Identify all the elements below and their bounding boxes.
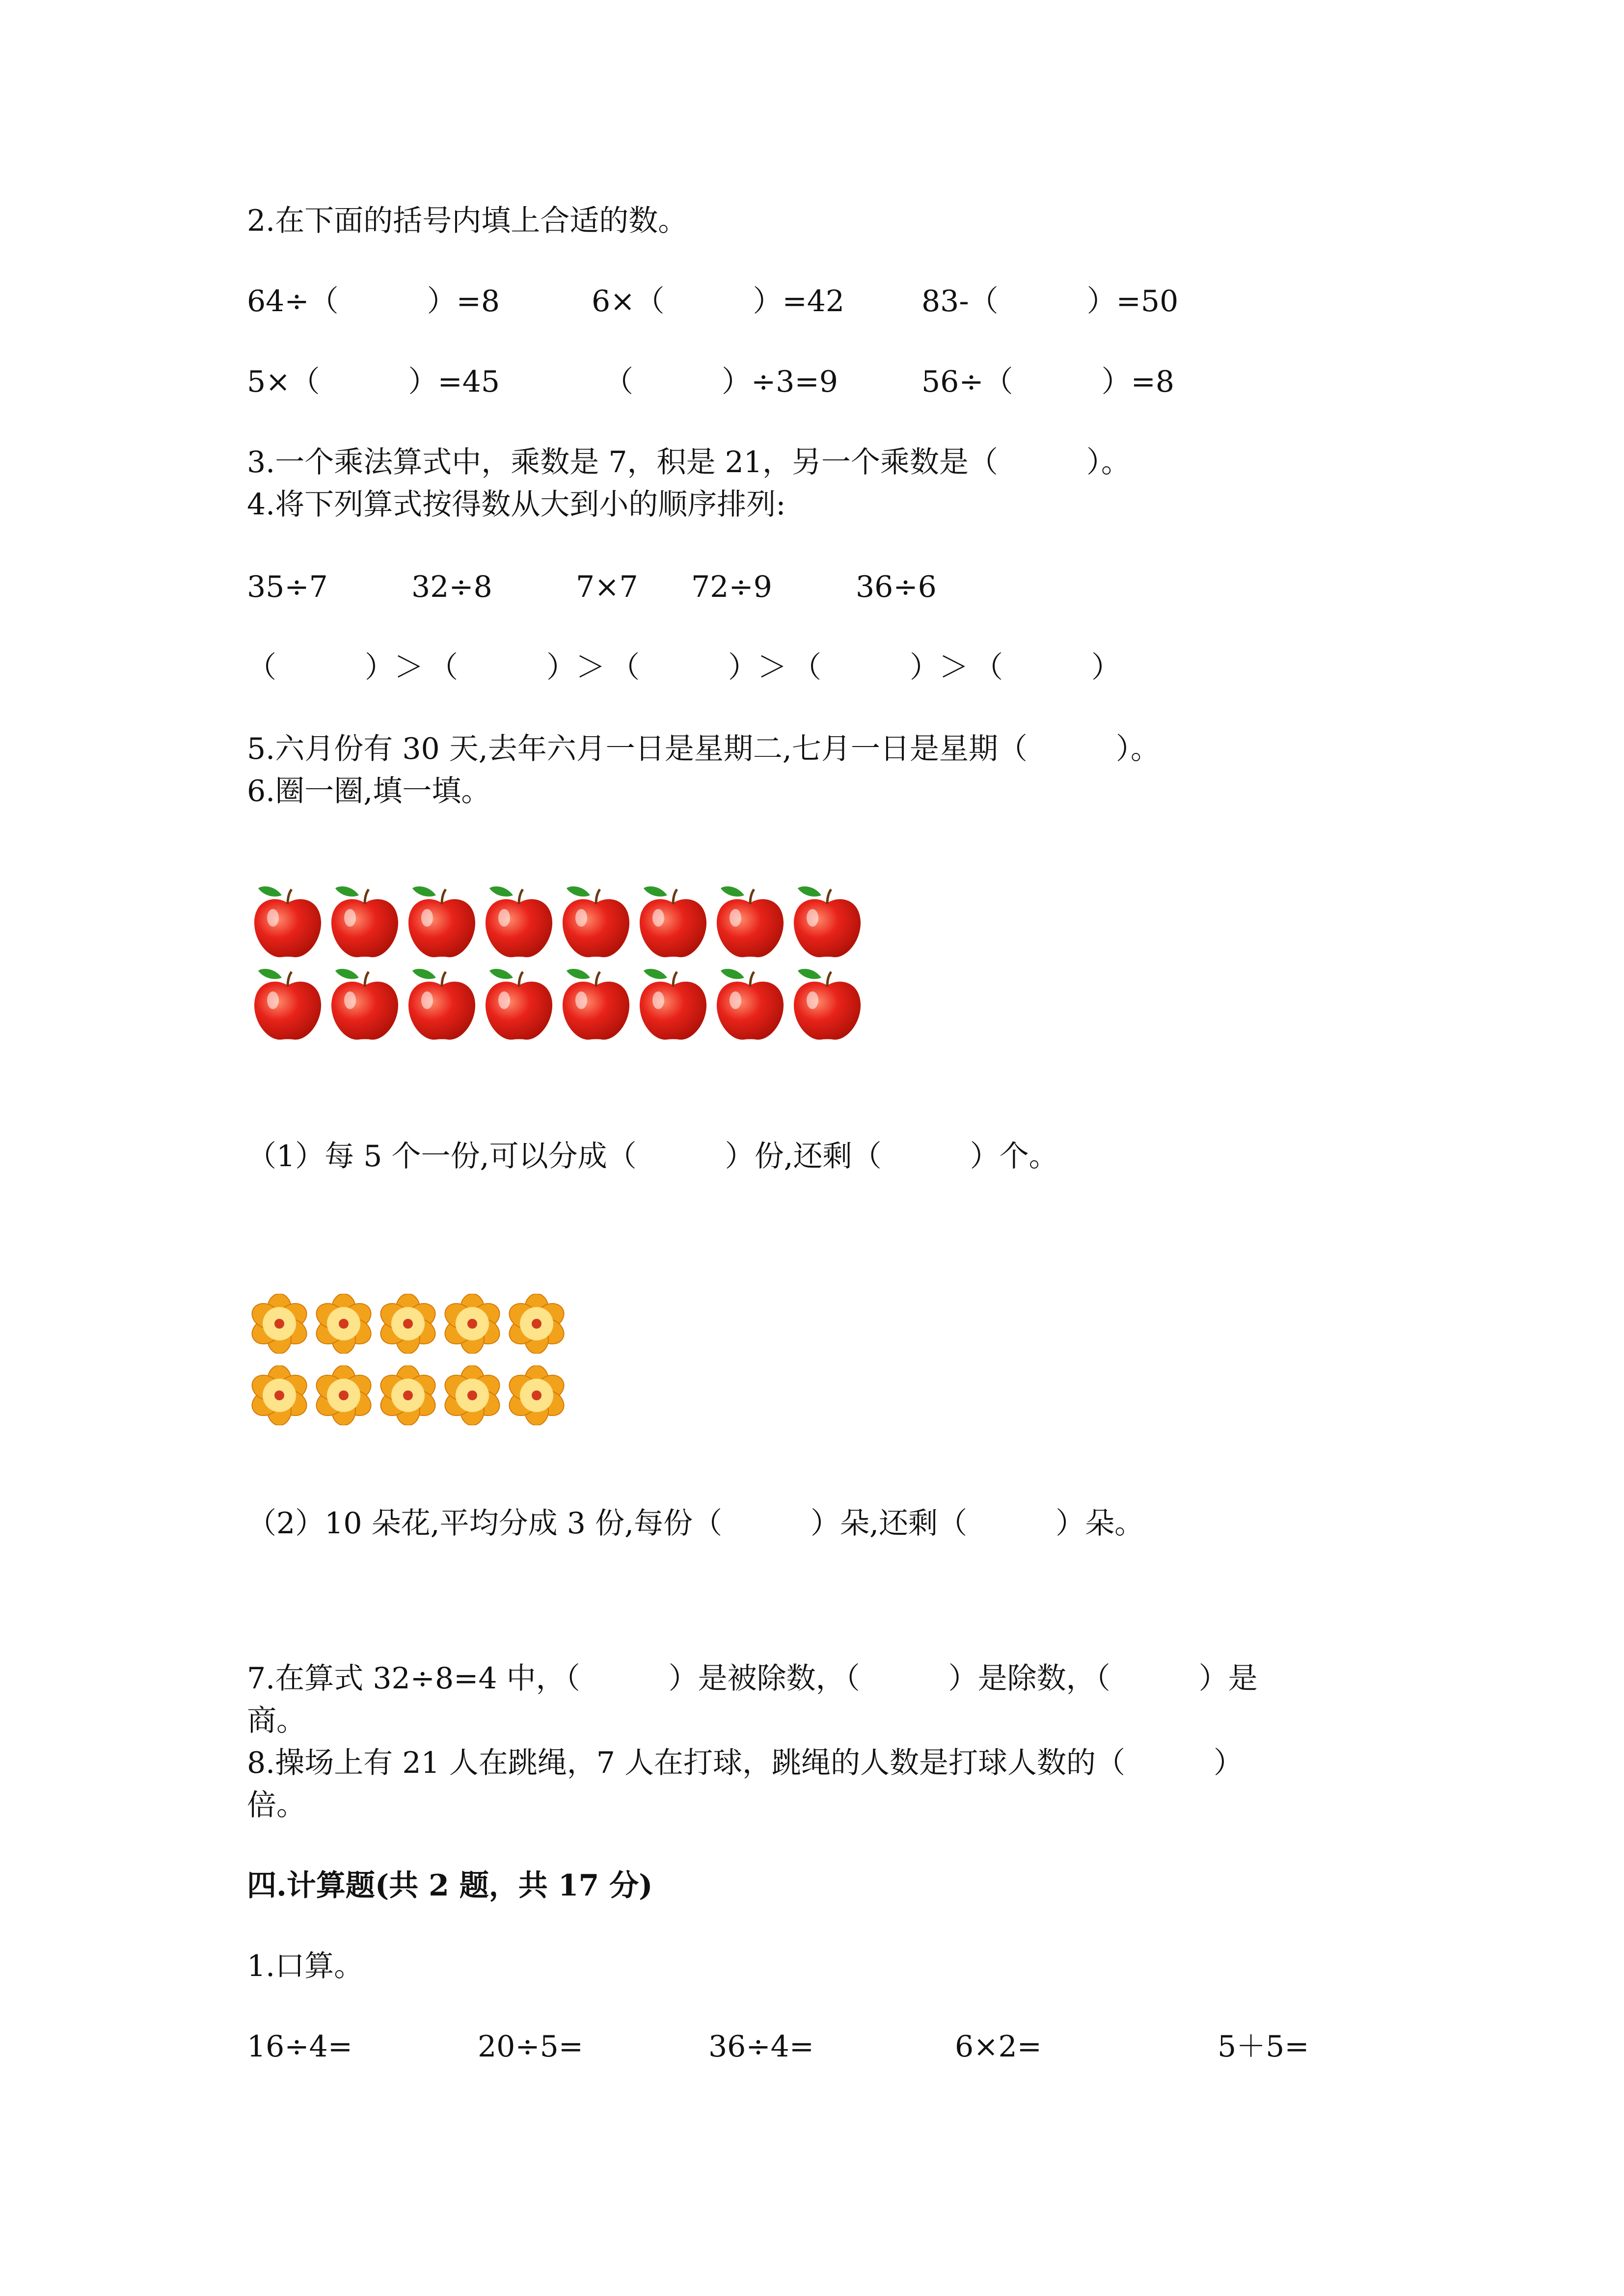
q3-text: 3.一个乘法算式中，乘数是 7，积是 21，另一个乘数是（ ）。	[247, 445, 1131, 480]
q4-blank-3: （ ）＞	[610, 650, 787, 685]
q5-text: 5.六月份有 30 天,去年六月一日是星期二,七月一日是星期（ ）。	[247, 732, 1160, 766]
flower-icon	[507, 1294, 567, 1354]
q4-blank-4: （ ）＞	[792, 650, 969, 685]
apple-icon	[249, 881, 326, 960]
q2-title: 2.在下面的括号内填上合适的数。	[247, 204, 688, 238]
apple-icon	[326, 881, 403, 960]
apple-icon	[712, 964, 788, 1042]
q6-part2-text: （2）10 朵花,平均分成 3 份,每份（ ）朵,还剩（ ）朵。	[247, 1506, 1144, 1541]
calc-item-5: 5＋5=	[1218, 2029, 1309, 2064]
q4-item-2: 32÷8	[411, 570, 492, 604]
apple-icon	[326, 964, 403, 1042]
q2-eq-4: 5×（ ）=45	[247, 365, 500, 399]
flower-icon	[314, 1294, 374, 1354]
calc-item-4: 6×2=	[955, 2029, 1042, 2064]
q4-item-3: 7×7	[576, 570, 638, 604]
calc-item-2: 20÷5=	[478, 2029, 584, 2064]
apple-icon	[558, 881, 634, 960]
flower-icon	[507, 1365, 567, 1425]
q4-item-1: 35÷7	[247, 570, 328, 604]
q4-blank-1: （ ）＞	[247, 650, 424, 685]
apple-icon	[635, 964, 711, 1042]
q4-blank-5: （ ）	[974, 650, 1121, 685]
q2-eq-1: 64÷（ ）=8	[247, 284, 500, 319]
q6-part1-text: （1）每 5 个一份,可以分成（ ）份,还剩（ ）个。	[247, 1139, 1058, 1174]
apple-icon	[481, 881, 557, 960]
q8-line2: 倍。	[247, 1788, 306, 1822]
q4-item-4: 72÷9	[691, 570, 772, 604]
apple-illustration	[249, 881, 863, 1048]
apple-icon	[789, 964, 866, 1042]
flower-icon	[249, 1294, 309, 1354]
q2-eq-6: 56÷（ ）=8	[921, 365, 1175, 399]
q8-line1: 8.操场上有 21 人在跳绳，7 人在打球，跳绳的人数是打球人数的（ ）	[247, 1746, 1243, 1780]
q6-title: 6.圈一圈,填一填。	[247, 774, 491, 808]
apple-icon	[404, 964, 480, 1042]
calc-item-1: 16÷4=	[247, 2029, 353, 2064]
q4-title: 4.将下列算式按得数从大到小的顺序排列:	[247, 487, 786, 522]
q4-item-5: 36÷6	[856, 570, 937, 604]
apple-icon	[712, 881, 788, 960]
flower-icon	[442, 1294, 502, 1354]
q2-eq-2: 6×（ ）=42	[592, 284, 845, 319]
section4-heading: 四.计算题(共 2 题，共 17 分)	[247, 1869, 653, 1903]
apple-icon	[249, 964, 326, 1042]
q7-line1: 7.在算式 32÷8=4 中，（ ）是被除数，（ ）是除数，（ ）是	[247, 1661, 1258, 1696]
apple-icon	[635, 881, 711, 960]
q2-eq-3: 83-（ ）=50	[921, 284, 1179, 319]
q4-blank-2: （ ）＞	[429, 650, 605, 685]
section4-q1-title: 1.口算。	[247, 1949, 364, 1983]
apple-icon	[789, 881, 866, 960]
apple-icon	[558, 964, 634, 1042]
q2-eq-5: （ ）÷3=9	[604, 365, 838, 399]
flower-illustration	[249, 1294, 573, 1426]
apple-icon	[404, 881, 480, 960]
calc-item-3: 36÷4=	[708, 2029, 814, 2064]
flower-icon	[378, 1294, 438, 1354]
apple-icon	[481, 964, 557, 1042]
flower-icon	[378, 1365, 438, 1425]
flower-icon	[249, 1365, 309, 1425]
flower-icon	[442, 1365, 502, 1425]
flower-icon	[314, 1365, 374, 1425]
q7-line2: 商。	[247, 1704, 306, 1738]
